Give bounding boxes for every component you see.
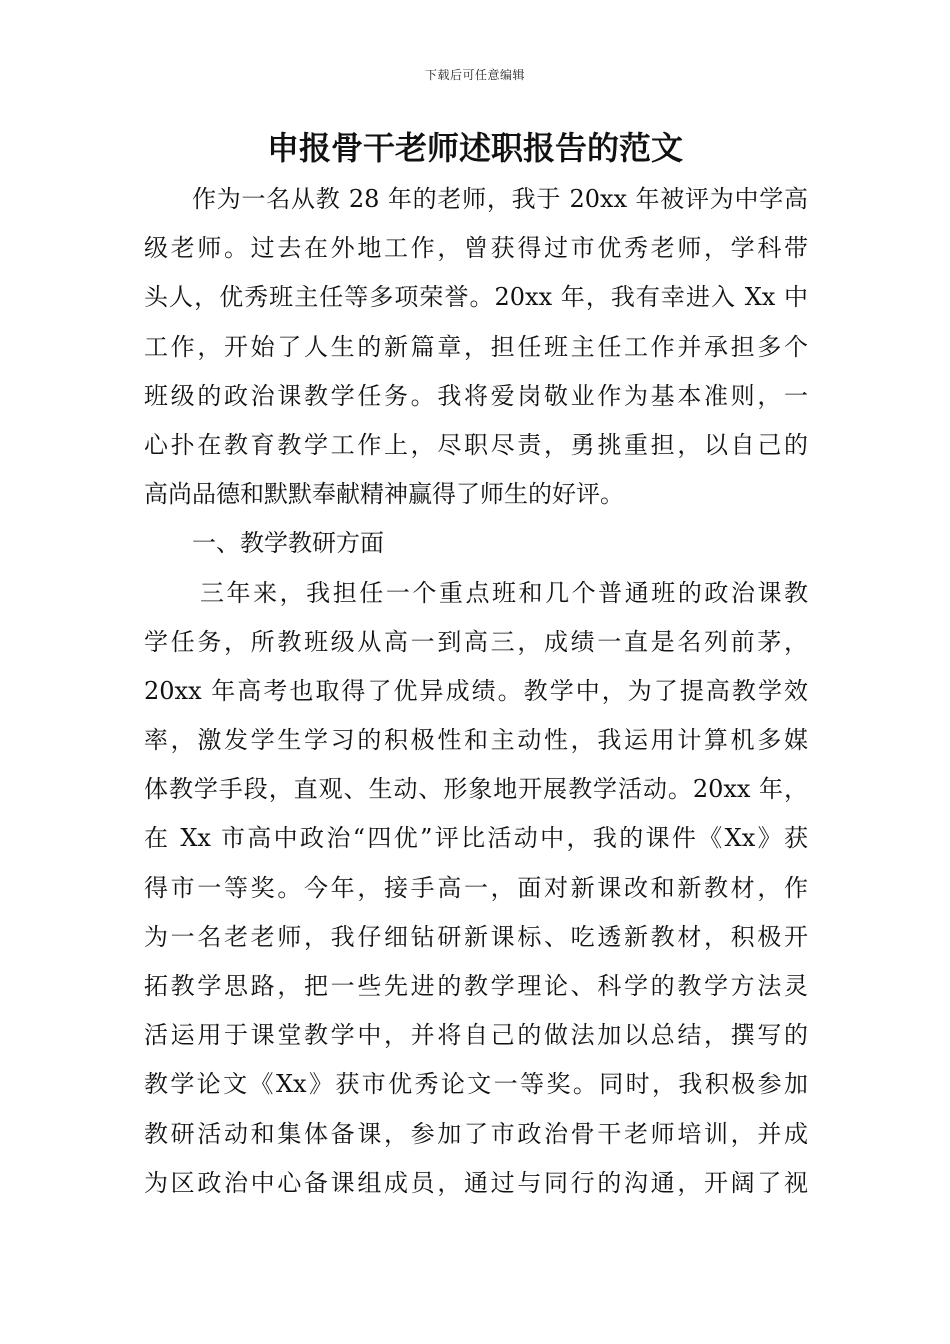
paragraph-line: 教研活动和集体备课，参加了市政治骨干老师培训，并成	[144, 1119, 808, 1148]
header-note: 下载后可任意编辑	[424, 68, 525, 82]
paragraph-line: 活运用于课堂教学中，并将自己的做法加以总结，撰写的	[144, 1021, 808, 1050]
paragraph-line: 工作，开始了人生的新篇章，担任班主任工作并承担多个	[144, 332, 808, 361]
paragraph-line: 得市一等奖。今年，接手高一，面对新课改和新教材，作	[144, 873, 808, 902]
paragraph-line: 三年来，我担任一个重点班和几个普通班的政治课教	[200, 578, 808, 607]
paragraph-line: 高尚品德和默默奉献精神赢得了师生的好评。	[144, 480, 624, 509]
document-body	[144, 175, 808, 1208]
paragraph-line: 作为一名从教 28 年的老师，我于 20xx 年被评为中学高	[192, 185, 808, 213]
document-title: 申报骨干老师述职报告的范文	[266, 129, 683, 167]
paragraph-line: 教学论文《Xx》获市优秀论文一等奖。同时，我积极参加	[144, 1070, 808, 1099]
paragraph-line: 头人，优秀班主任等多项荣誉。20xx 年，我有幸进入 Xx 中	[144, 283, 808, 312]
paragraph-line: 拓教学思路，把一些先进的教学理论、科学的教学方法灵	[144, 972, 808, 1000]
paragraph-line: 班级的政治课教学任务。我将爱岗敬业作为基本准则，一	[144, 381, 808, 410]
section-heading: 一、教学教研方面	[192, 529, 384, 558]
paragraph-line: 体教学手段，直观、生动、形象地开展教学活动。20xx 年，	[144, 775, 808, 804]
paragraph-line: 学任务，所教班级从高一到高三，成绩一直是名列前茅，	[144, 627, 808, 656]
paragraph-line: 级老师。过去在外地工作，曾获得过市优秀老师，学科带	[144, 234, 808, 263]
paragraph-line: 为区政治中心备课组成员，通过与同行的沟通，开阔了视	[144, 1168, 808, 1197]
paragraph-line: 率，激发学生学习的积极性和主动性，我运用计算机多媒	[144, 726, 808, 755]
paragraph-line: 心扑在教育教学工作上，尽职尽责，勇挑重担，以自己的	[144, 430, 808, 459]
paragraph-line: 为一名老老师，我仔细钻研新课标、吃透新教材，积极开	[144, 922, 808, 951]
paragraph-line: 在 Xx 市高中政治“四优”评比活动中，我的课件《Xx》获	[144, 824, 808, 853]
paragraph-line: 20xx 年高考也取得了优异成绩。教学中，为了提高教学效	[144, 676, 808, 705]
